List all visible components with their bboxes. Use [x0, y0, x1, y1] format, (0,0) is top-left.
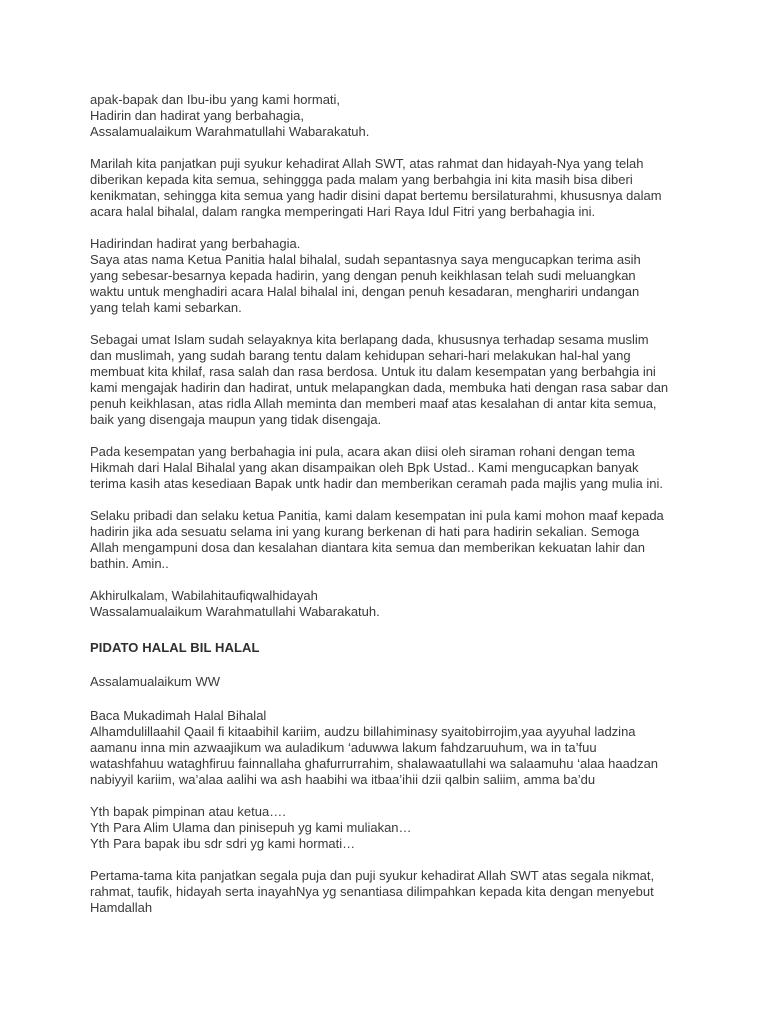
paragraph-sermon	[90, 444, 690, 492]
text-line: Allah mengampuni dosa dan kesalahan diantara kita semua dan memberikan kekuatan lahir dan	[90, 540, 646, 555]
text-line: terima kasih atas kesediaan Bapak untk hadir dan memberikan ceramah pada majlis yang mulia ini.	[90, 476, 664, 491]
text-line: kami mengajak hadirin dan hadirat, untuk melapangkan dada, membuka hati dengan rasa sabar dan	[90, 380, 669, 395]
text-line: yang telah kami sebarkan.	[90, 300, 242, 315]
text-line: Assalamualaikum Warahmatullahi Wabarakatuh.	[90, 124, 370, 139]
text-line: kenikmatan, sehingga kita semua yang hadir disini dapat bertemu bersilaturahmi, khususnya dalam	[90, 188, 662, 203]
text-line: Hamdallah	[90, 900, 153, 915]
text-line: Assalamualaikum WW	[90, 674, 221, 689]
text-line: watashfahuu wataghfiruu fainnallaha ghafurrurrahim, shalawaatullahi wa salaamuhu ‘alaa haadzan	[90, 756, 659, 771]
text-line: Yth Para Alim Ulama dan pinisepuh yg kami muliakan…	[90, 820, 412, 835]
text-line: penuh keikhlasan, atas ridla Allah meminta dan memberi maaf atas kesalahan di antar kita semua,	[90, 396, 657, 411]
paragraph-closing	[90, 588, 690, 620]
text-line: acara halal bihalal, dalam rangka memperingati Hari Raya Idul Fitri yang berbahagia ini.	[90, 204, 596, 219]
text-line: Marilah kita panjatkan puji syukur kehadirat Allah SWT, atas rahmat dan hidayah-Nya yang telah	[90, 156, 644, 171]
text-line: Pada kesempatan yang berbahagia ini pula, acara akan diisi oleh siraman rohani dengan tema	[90, 444, 635, 459]
paragraph-forgiveness	[90, 332, 690, 428]
paragraph-mukadimah	[90, 708, 690, 788]
text-line: Akhirulkalam, Wabilahitaufiqwalhidayah	[90, 588, 318, 603]
paragraph-opening-praise	[90, 868, 690, 916]
text-line: bathin. Amin..	[90, 556, 169, 571]
text-line: Selaku pribadi dan selaku ketua Panitia, kami dalam kesempatan ini pula kami mohon maaf kepada	[90, 508, 664, 523]
text-line: rahmat, taufik, hidayah serta inayahNya yg senantiasa dilimpahkan kepada kita dengan menyebut	[90, 884, 654, 899]
text-line: waktu untuk menghadiri acara Halal bihalal ini, dengan penuh kesadaran, menghariri undangan	[90, 284, 640, 299]
paragraph-gratitude	[90, 156, 690, 220]
text-line: baik yang disengaja maupun yang tidak disengaja.	[90, 412, 382, 427]
paragraph-salutation	[90, 674, 690, 690]
document-page	[90, 92, 690, 932]
text-line: apak-bapak dan Ibu-ibu yang kami hormati,	[90, 92, 341, 107]
text-line: membuat kita khilaf, rasa salah dan rasa berdosa. Untuk itu dalam kesempatan yang berbahgia ini	[90, 364, 656, 379]
text-line: Hadirindan hadirat yang berbahagia.	[90, 236, 301, 251]
text-line: hadirin jika ada sesuatu selama ini yang kurang berkenan di hati para hadirin sekalian. Semoga	[90, 524, 640, 539]
text-line: Alhamdulillaahil Qaail fi kitaabihil kariim, audzu billahiminasy syaitobirrojim,yaa ayyuhal ladzina	[90, 724, 636, 739]
text-line: Baca Mukadimah Halal Bihalal	[90, 708, 267, 723]
paragraph-committee-thanks	[90, 236, 690, 316]
text-line: Hadirin dan hadirat yang berbahagia,	[90, 108, 304, 123]
paragraph-apology	[90, 508, 690, 572]
section-heading: PIDATO HALAL BIL HALAL	[90, 640, 260, 655]
text-line: Hikmah dari Halal Bihalal yang akan disampaikan oleh Bpk Ustad.. Kami mengucapkan banyak	[90, 460, 639, 475]
text-line: nabiyyil kariim, wa’alaa aalihi wa ash haabihi wa itbaa’ihii dzii qalbin saliim, amma ba’du	[90, 772, 596, 787]
paragraph-addressees	[90, 804, 690, 852]
text-line: diberikan kepada kita semua, sehinggga pada malam yang berbahgia ini kita masih bisa diberi	[90, 172, 633, 187]
text-line: Yth bapak pimpinan atau ketua….	[90, 804, 286, 819]
paragraph-greeting	[90, 92, 690, 140]
text-line: Sebagai umat Islam sudah selayaknya kita berlapang dada, khususnya terhadap sesama muslim	[90, 332, 649, 347]
text-line: yang sebesar-besarnya kepada hadirin, yang dengan penuh keikhlasan telah sudi meluangkan	[90, 268, 636, 283]
text-line: aamanu inna min azwaajikum wa auladikum ‘aduwwa lakum fahdzaruuhum, wa in ta’fuu	[90, 740, 597, 755]
text-line: Pertama-tama kita panjatkan segala puja dan puji syukur kehadirat Allah SWT atas segala nikmat,	[90, 868, 655, 883]
text-line: Wassalamualaikum Warahmatullahi Wabarakatuh.	[90, 604, 380, 619]
text-line: Yth Para bapak ibu sdr sdri yg kami hormati…	[90, 836, 356, 851]
text-line: dan muslimah, yang sudah barang tentu dalam kehidupan sehari-hari melakukan hal-hal yang	[90, 348, 631, 363]
text-line: Saya atas nama Ketua Panitia halal bihalal, sudah sepantasnya saya mengucapkan terima asih	[90, 252, 641, 267]
